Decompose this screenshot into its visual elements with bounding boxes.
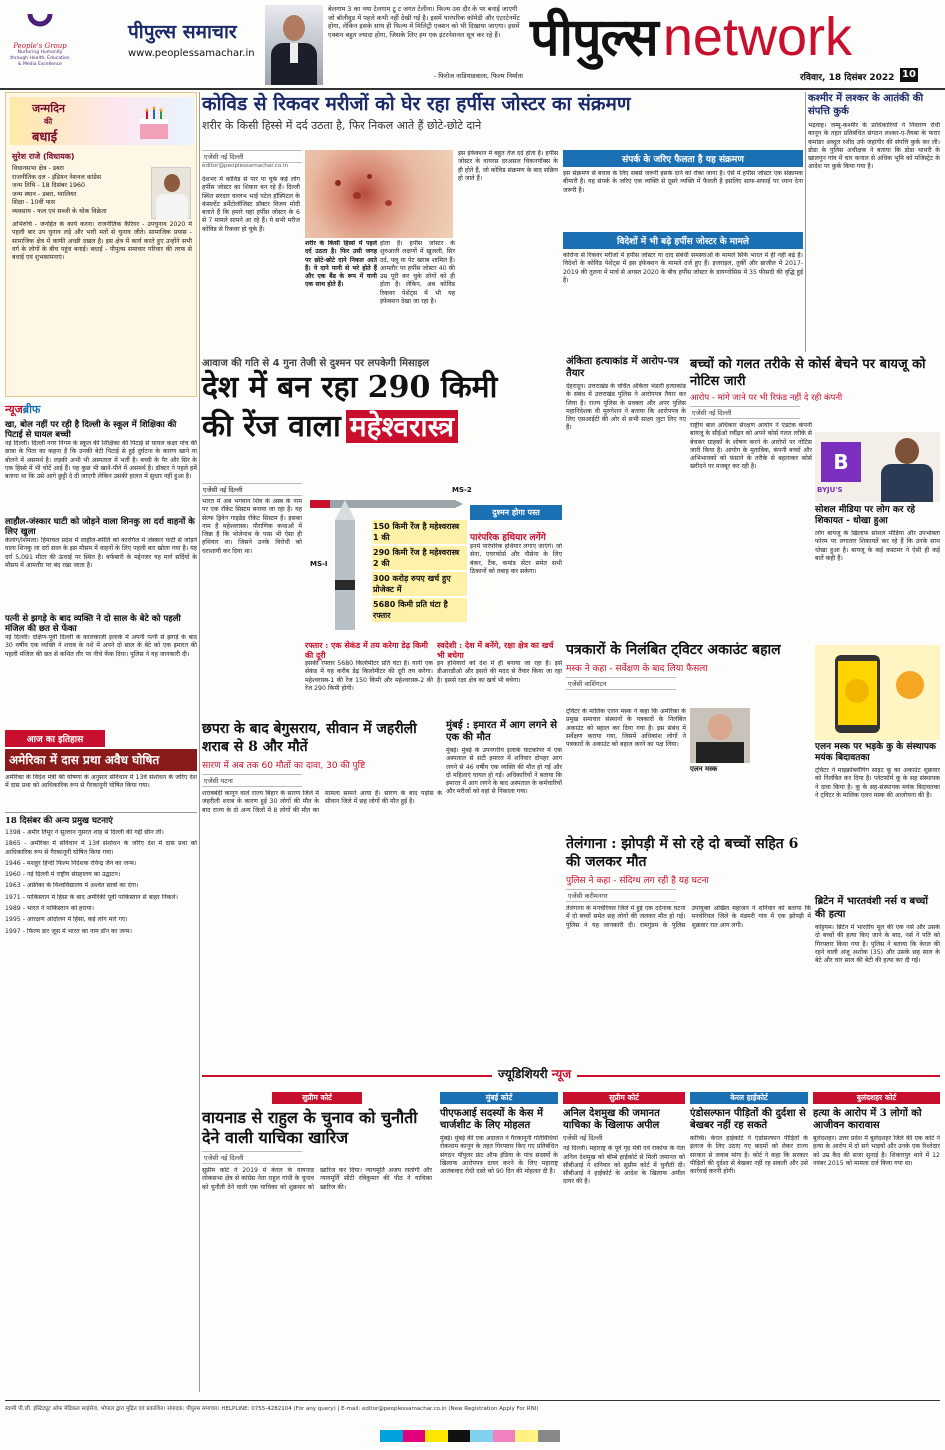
missile-stat: 290 किमी रेंज है महेश्वरास्त्र 2 की xyxy=(372,546,467,570)
chhapra-headline[interactable]: छपरा के बाद बेगुसराय, सीवान में जहरीली शराब से 8 और मौतें xyxy=(202,721,417,755)
missile-box-text: इसकी रफ्तार 5680 किलोमीटर प्रति घंटा है। यानी एक सेकंड में यह करीब डेढ़ किलोमीटर की दूरी तय करेगा। महेश्वरास्त्र-1 की रेंज 150 किमी और महेश्वरास्त्र-2 की रेंज 290 किमी होगी। xyxy=(305,660,433,692)
judiciary-tag: सुप्रीम कोर्ट xyxy=(272,1092,362,1104)
judiciary-byline: एजेंसी नई दिल्ली xyxy=(202,1151,302,1164)
cake-icon xyxy=(134,103,174,141)
lead-photo xyxy=(305,150,453,238)
judiciary-headline[interactable]: वायनाड से राहुल के चुनाव को चुनौती देने वाली याचिका खारिज xyxy=(202,1108,418,1147)
paper-name-hindi: पीपुल्स समाचार xyxy=(128,21,237,43)
history-event: 1995 - आरक्षण आंदोलन में हिंसा, कई लोग मारे गए। xyxy=(5,916,128,924)
history-event: 1865 - अमेरिका में संविधान में 13वें संशोधन के जरिए देश में दास प्रथा को आधिकारिक रूप से गैरकानूनी घोषित किया गया। xyxy=(5,840,197,856)
birthday-box xyxy=(5,92,197,397)
history-label: आज का इतिहास xyxy=(5,730,105,747)
koo-box xyxy=(815,742,940,892)
judiciary-col xyxy=(563,1092,685,1392)
byju-logo-text: BYJU'S xyxy=(817,486,843,494)
ankita-text: देहरादून। उत्तराखंड के चर्चित अंकिता भंडारी हत्याकांड के संबंध में उत्तराखंड पुलिस ने आरोपपत्र तैयार कर लिया है। राज्य पुलिस के प्रवक्ता और अपर पुलिस महानिदेशक वी मुरुगेशन ने बताया कि आरोपपत्र के लिए एसआईटी की ओर से सभी साक्ष्य जुटा लिए गए हैं। xyxy=(566,383,686,432)
lead-byline: एजेंसी नई दिल्ली editor@peoplessamachar.co.in xyxy=(202,150,302,169)
missile-box-text: इन हथियारों को देश में ही बनाया जा रहा है। इसे डीआरडीओ और इसरो की मदद से तैयार किया जा रहा है। इससे रक्षा क्षेत्र का खर्च भी बचेगा। xyxy=(437,660,562,684)
judiciary-text: बुलंदशहर। उत्तर प्रदेश में बुलंदशहर जिले की एक कोर्ट ने हत्या के आरोप में दो सगे भाइयों और उनके एक रिश्तेदार को उम्र कैद की सजा सुनाई है। शिकारपुर थाने में 12 नवंबर 2015 को मामला दर्ज किया गया था। xyxy=(813,1135,940,1167)
mumbai-text: मुंबई। मुंबई के उपनगरीय इलाके घाटकोपर में एक अस्पताल से सटी इमारत में शनिवार दोपहर आग लगने से 46 वर्षीय एक व्यक्ति की मौत हो गई और दो महिलाएं घायल हो गईं। अधिकारियों ने बताया कि इमारत में आग लगने के बाद अस्पताल के कर्मचारियों और मरीजों को वहां से निकाला गया। xyxy=(446,747,562,796)
brief-headline[interactable]: लाहौल-जंस्कार घाटी को जोड़ने वाला शिनकु ला दर्रा वाहनों के लिए खुला xyxy=(5,517,195,537)
history-subhead: 18 दिसंबर की अन्य प्रमुख घटनाएं xyxy=(5,812,197,826)
lead-subhead: शरीर के किसी हिस्से में दर्द उठता है, फिर निकल आते हैं छोटे-छोटे दाने xyxy=(202,119,482,132)
byju-box-text: लोग बायजू के खिलाफ सोशल मीडिया और उपभोक्ता फोरम पर लगातार शिकायतें कर रहे हैं कि उनके साथ धोखा हुआ है। बायजू के कई कस्टमर ने ऐसी ही कई बातें कही हैं। xyxy=(815,530,940,562)
lead-box-title: विदेशों में भी बढ़े हर्पीस जोस्टर के मामले xyxy=(563,232,803,249)
kashmir-headline[interactable]: कश्मीर में लश्कर के आतंकी की संपत्ति कुर्क xyxy=(808,93,924,117)
brand xyxy=(530,0,935,66)
missile-headline-1[interactable]: देश में बन रहा 290 किमी xyxy=(202,370,498,405)
birthday-banner xyxy=(10,97,194,145)
judiciary-tag: मुंबई कोर्ट xyxy=(440,1092,558,1104)
history-event: 1946 - मशहूर हिन्दी फिल्म निर्देशक रविन्द्र जैन का जन्म। xyxy=(5,859,137,867)
missile-side-title: पारंपरिक हथियार लगेंगे xyxy=(470,533,546,543)
judiciary-headline[interactable]: हत्या के आरोप में 3 लोगों को आजीवन कारावास xyxy=(813,1108,922,1131)
registration-marks xyxy=(380,1430,560,1442)
lead-box-text: कोरोना से रिकवर मरीजों में हर्पीस जोस्टर या दाद संबंधी समस्याओं के मामले सिर्फ भारत में ही नहीं बढ़े हैं। विदेशों के कोविड पेशेंट्स में इस इंफेक्शन के मामले दर्ज हुए हैं। इजराइल, तुर्की और ब्राजील में 2017-2019 की तुलना में मार्च से अगस्त 2020 के बीच हर्पीस जोस्टर के डायग्नोसिस में 35 फीसदी की वृद्धि हुई है। xyxy=(563,252,803,284)
lead-col1: देशभर में कोविड से पार पा चुके कई लोग हर्पीस जोस्टर का शिकार बन रहे हैं। दिल्ली स्थित सरदार वल्लभ भाई पटेल हॉस्पिटल के कंसल्टेंट डर्मेटोलॉजिस्ट डॉक्टर विजय मोदी बताते हैं कि हमारे यहां हर्पीस जोस्टर के 6 से 7 मामले सामने आ रहे हैं। ये सभी मरीज कोविड से रिकवर हो चुके हैं। xyxy=(202,176,300,233)
news-brief-label: न्यूजब्रीफ xyxy=(5,403,41,416)
mumbai-story xyxy=(446,720,562,860)
history-event: 1989 - भारत ने पाकिस्तान को हराया। xyxy=(5,905,94,913)
column-divider xyxy=(805,92,806,352)
quote-box xyxy=(328,5,523,87)
twitter-subhead: मस्क ने कहा - सर्वेक्षण के बाद लिया फैसला xyxy=(566,664,708,674)
paper-url[interactable]: www.peoplessamachar.in xyxy=(128,48,255,59)
history-headline[interactable]: अमेरिका में दास प्रथा अवैध घोषित xyxy=(9,753,160,767)
britain-text: कोट्टयम। ब्रिटेन में भारतीय मूल की एक नर्स और उसके दो बच्चों की हत्या किए जाने के बाद, नर्स ने पति को गिरफ्तार किया गया है। पुलिस ने बताया कि केरल की रहने वाली अंजू अशोक (35) और उसके छह साल के बेटे और चार साल की बेटी की हत्या कर दी गई। xyxy=(815,924,940,965)
judiciary-tag: केरल हाईकोर्ट xyxy=(690,1092,808,1104)
footer-imprint: स्वामी पी.जी. इंस्टिट्यूट ऑफ मेडिकल साइंसेज, भोपाल द्वारा मुद्रित एवं प्रकाशित। संपादक: पीपुल्स समाचार। HELPLINE: 0755-4282104 (For any query) | E-mail: editor@peoplessamachar.co.in (New Registration Apply For RNI) xyxy=(5,1400,940,1418)
missile-stats xyxy=(372,520,467,624)
quote-author: - फिरोज नाडियाडवाला, फिल्म निर्माता xyxy=(433,72,523,80)
history-text: अमेरिका के विदेश मंत्री की घोषणा के अनुसार संविधान में 13वें संशोधन के जरिए देश में दास प्रथा को आधिकारिक रूप से गैरकानूनी घोषित किया गया। xyxy=(5,774,197,790)
kashmir-text: भद्रवाह। जम्मू-कश्मीर के प्राधिकारियों ने निवारण रोधी कानून के तहत प्रतिबंधित संगठन लश्कर-ए-तैयबा के फरार कमांडर अब्दुल रशीद उर्फ जहांगीर की संपत्ति कुर्क कर ली। डोडा के पुलिस अधीक्षक ने बताया कि डोडा थाथरी के खालगुन गांव में चार कनाल से अधिक भूमि को मजिस्ट्रेट के आदेश पर कुर्क किया गया है। xyxy=(808,122,940,171)
missile-stat: 300 करोड़ रुपए खर्च हुए प्रोजेक्ट में xyxy=(372,572,467,596)
judiciary-tag: बुलंदशहर कोर्ट xyxy=(813,1092,940,1104)
birthday-title: जन्मदिन की बधाई xyxy=(32,102,66,145)
lead-box-contact xyxy=(563,150,803,230)
judiciary-headline[interactable]: पीएफआई सदस्यों के केस में चार्जशीट के लिए मोहलत xyxy=(440,1108,544,1131)
group-name: People's Group xyxy=(13,42,67,50)
missile-stat: 5680 किमी प्रति घंटा है रफ्तार xyxy=(372,598,467,622)
koo-bird-icon xyxy=(815,645,940,740)
judiciary-text: कोच्चि। केरल हाईकोर्ट ने एंडोसल्फान पीड़ितों के इलाज के लिए उठाए गए कदमों को लेकर राज्य सरकार से जवाब मांगा है। कोर्ट ने कहा कि सरकार पीड़ितों की दुर्दशा से बेखबर नहीं रह सकती और उसे कार्रवाई करनी होगी। xyxy=(690,1135,808,1176)
judiciary-col xyxy=(440,1092,558,1392)
britain-headline[interactable]: ब्रिटेन में भारतवंशी नर्स व बच्चों की हत्या xyxy=(815,896,928,920)
missile-box-swadeshi xyxy=(437,640,562,715)
judiciary-col xyxy=(202,1092,432,1392)
brand-english: network xyxy=(662,7,852,67)
birthday-details: विधानसभा क्षेत्र - डबरा राजनीतिक दल - इंडियन नेशनल कांग्रेस जन्म तिथि - 18 दिसंबर 1960 जन्म स्थान - डबरा, ग्वालियर शिक्षा - 10वीं पास व्यवसाय - फल एवं सब्जी के थोक विक्रेता xyxy=(12,165,107,215)
history-event: 1960 - नई दिल्ली में राष्ट्रीय संग्रहालय का उद्घाटन। xyxy=(5,871,121,879)
paper-title xyxy=(128,18,255,59)
brief-item xyxy=(5,517,197,611)
missile-box-title: स्वदेशी : देश में बनेंगे, रक्षा क्षेत्र का खर्च भी बचेगा xyxy=(437,640,554,660)
telangana-headline[interactable]: तेलंगाना : झोपड़ी में सो रहे दो बच्चों सहित 6 की जलकर मौत xyxy=(566,836,799,870)
judiciary-headline[interactable]: एंडोसल्फान पीड़ितों की दुर्दशा से बेखबर नहीं रह सकते xyxy=(690,1108,806,1131)
chhapra-story xyxy=(202,720,442,860)
byju-text: राष्ट्रीय बाल अधिकार संरक्षण आयोग ने एडटेक कंपनी बायजू के सीईओ रवींद्रन को अपने कोर्स गलत तरीके से बेचकर ग्राहकों के शोषण करने के आरोपों पर नोटिस जारी किया है। आयोग के मुताबिक, कंपनी बच्चों और अभिभावकों को फंसाने के तरीके से बहलाकर कोर्स खरीदने पर मजबूर कर रही है। xyxy=(690,422,812,471)
history-event: 1971 - पाकिस्तान में हिंसा के बाद अमेरिकी पूर्वी पाकिस्तान से बाहर निकले। xyxy=(5,893,178,901)
brief-item xyxy=(5,420,197,514)
lead-col3: इस इंफेक्शन में बहुत तेज दर्द होता है। हर्पीस जोस्टर के वायरस दरअसल चिकनपॉक्स के ही होते हैं, जो कोविड संक्रमण के बाद सक्रिय हो जाते हैं। xyxy=(458,150,558,182)
quote-photo xyxy=(265,5,323,85)
britain-story xyxy=(815,895,940,1070)
byju-box xyxy=(815,505,940,640)
brief-text: नई दिल्ली। दिल्ली नगर निगम के स्कूल की शिक्षिका की पिटाई से घायल कक्षा पांच की छात्रा के पिता का कहना है कि उनकी बेटी पिटाई से हुई दुर्घटना के कारण खाने या बोलने में असमर्थ है। लड़की अभी भी अस्पताल में भर्ती है। बच्ची के पैर और सिर के एक हिस्से में भी चोटें आई हैं। यह कुछ भी खाने-पीने में असमर्थ है। डॉक्टर ने पहले हमें बताया था कि उसे आगे छुट्टी दे दी जाएगी लेकिन उसकी हालत में सुधार नहीं हुआ है। xyxy=(5,440,197,481)
judiciary-text: एजेंसी नई दिल्ली xyxy=(563,1134,603,1142)
missile-headline-highlight: महेश्वरास्त्र xyxy=(346,410,458,443)
telangana-subhead: पुलिस ने कहा - संदिग्ध लग रही है यह घटना xyxy=(566,876,709,886)
missile-stat: 150 किमी रेंज है महेश्वरास्त्र 1 की xyxy=(372,520,467,544)
judiciary-label: ज्यूडिशियरी न्यूज xyxy=(492,1065,577,1082)
judiciary-text: मुंबई। मुंबई की एक अदालत ने गैरकानूनी गतिविधियां रोकथाम कानून के तहत गिरफ्तार किए गए प्रतिबंधित संगठन पॉपुलर फ्रंट ऑफ इंडिया के पांच सदस्यों के खिलाफ आरोपपत्र दायर करने के लिए महाराष्ट्र आतंकवाद रोधी दस्ते को 90 दिन की मोहलत दी है। xyxy=(440,1135,558,1176)
brand-hindi: पीपुल्स xyxy=(530,7,658,68)
missile-headline-2[interactable]: की रेंज वाला महेश्वरास्त्र xyxy=(202,407,562,451)
history-event: 1963 - अफ्रीका के विश्वविद्यालय में अश्वेत छात्रों का दंगा। xyxy=(5,882,139,890)
lead-caption: शरीर के किसी हिस्से में पहले दर्द उठता है। फिर उसी जगह पर छोटे-छोटे दाने निकल आते हैं। ये दाने पानी से भरे होते हैं और एक बैंड के रूप में यानी एक साथ होते हैं। xyxy=(305,240,377,289)
page-number: 10 xyxy=(900,68,918,82)
chhapra-subhead: सारण में अब तक 60 मौतों का दावा, 30 की पुष्टि xyxy=(202,761,366,771)
brief-headline[interactable]: पत्नी से झगड़े के बाद व्यक्ति ने दो साल के बेटे को पहली मंजिल की छत से फेंका xyxy=(5,614,181,634)
musk-photo xyxy=(690,708,750,763)
kashmir-story xyxy=(808,92,940,352)
brief-text: नई दिल्ली। दक्षिण-पूर्वी दिल्ली के कालकाजी इलाके में अपनी पत्नी से झगड़े के बाद 30 वर्षीय एक व्यक्ति ने शराब के नशे में अपने दो साल के बेटे को एक इमारत की पहली मंजिल की छत से कथित तौर पर नीचे फेंक दिया। पुलिस ने यह जानकारी दी। xyxy=(5,634,197,658)
brief-headline[interactable]: खा, बोल नहीं पर रही है दिल्ली के स्कूल में शिक्षिका की पिटाई से घायल बच्ची xyxy=(5,420,177,440)
missile-box-title: रफ्तार : एक सेकंड में तय करेगा डेढ़ किमी की दूरी xyxy=(305,640,428,660)
missile-side xyxy=(470,505,562,635)
news-brief-section xyxy=(5,402,197,714)
lead-box-title: संपर्क के जरिए फैलता है यह संक्रमण xyxy=(563,150,803,167)
group-tagline: Nurturing Humanity through Health, Education & Media Excellence xyxy=(10,50,70,67)
column-divider xyxy=(199,92,200,1392)
mla-photo xyxy=(151,167,191,219)
lead-col2: होता है। हर्पीस जोस्टर के शुरुआती लक्षणों में खुजली, सिर दर्द, फ्लू या पेट खराब शामिल हैं। आमतौर पर हर्पीस जोस्टर 40 की उम्र पूरी कर चुके लोगों को ही होता है। लेकिन, अब कोविड रिकवर पेशेंट्स में भी यह इंफेक्शन देखा जा रहा है। xyxy=(380,240,455,306)
brief-text: केलांग/शिमला। हिमाचल प्रदेश में लाहौल-स्पीति को कारगिल में जंस्कार घाटी से जोड़ने वाला शिनकु ला दर्रा साल के इस मौसम में वाहनों के लिए पहली बार खोला गया है। यह दर्रा 5,091 मीटर की ऊंचाई पर स्थित है। बर्फबारी के मद्देनजर यह मार्ग सर्दियों के मौसम में आमतौर पर बंद रखा जाता है। xyxy=(5,537,197,569)
judiciary-headline[interactable]: अनिल देशमुख की जमानत याचिका के खिलाफ अपील xyxy=(563,1108,660,1131)
koo-headline[interactable]: एलन मस्क पर भड़के कु के संस्थापक मयंक बिदावतका xyxy=(815,742,936,763)
byju-photo xyxy=(815,432,940,502)
chhapra-byline: एजेंसी पटना xyxy=(202,774,302,787)
telangana-byline: एजेंसी करीमनगर xyxy=(566,889,676,902)
byju-subhead: आरोप - मांगे जाने पर भी रिफंड नहीं दे रही कंपनी xyxy=(690,393,843,403)
birthday-text: अभिरुचि - जनहित के कार्य करना। राजनीतिक कैरियर - उपचुनाव 2020 में पहली बार उप चुनाव लड़े और भारी मतों से चुनाव जीते। सामाजिक प्रयास - सामाजिक क्षेत्र में काफी अच्छी दखल है। इस क्षेत्र में कार्य करते हुए उन्होंने सभी वर्ग के लोगों के बीच पहुंच बनाई। बधाई - पीपुल्स समाचार परिवार की तरफ से बधाई एवं शुभकामनाएं। xyxy=(12,221,192,262)
judiciary-tag: सुप्रीम कोर्ट xyxy=(563,1092,685,1104)
judiciary-col xyxy=(690,1092,808,1392)
history-section xyxy=(5,730,197,1395)
lead-box-text: इस संक्रमण से बचाव के लिए सबसे जरूरी इसके दाने को रोका जाना है। ऐसे में हर्पीस जोस्टर एक संक्रामक बीमारी है। यह संपर्क के जरिए एक व्यक्ति से दूसरे व्यक्ति में फैलती है इसलिए साफ-सफाई पर ध्यान देना जरूरी है। xyxy=(563,170,803,194)
musk-caption: एलन मस्क xyxy=(690,765,718,773)
byju-headline[interactable]: बच्चों को गलत तरीके से कोर्स बेचने पर बायजू को नोटिस जारी xyxy=(690,357,926,389)
telangana-story xyxy=(566,835,811,1070)
ankita-headline[interactable]: अंकिता हत्याकांड में आरोप-पत्र तैयार xyxy=(566,356,679,379)
judiciary-text: नई दिल्ली। महाराष्ट्र के पूर्व गृह मंत्री एवं राकांपा के नेता अनिल देशमुख को बॉम्बे हाईकोर्ट से मिली जमानत को सीबीआई ने शनिवार को सुप्रीम कोर्ट में चुनौती दी। सीबीआई ने हाईकोर्ट के आदेश के खिलाफ अपील दायर की है। xyxy=(563,1145,685,1186)
koo-graphic xyxy=(815,645,940,740)
ms2-label: MS-2 xyxy=(452,486,472,494)
ankita-story xyxy=(566,356,686,636)
quote-text: बेलगाम 3 का नया टेलगाम टू ट जगत टेलीना। फिल्म उस दौर के पर बनाई जाएगी जो बॉलीवुड में पहले कभी नहीं देखी गई है। इसमें पारंपरिक कॉमेडी और एंटरटेनमेंट होगा, लेकिन इसके साथ ही फिल्म में मिलिट्री एक्शन को भी दिखाया जाएगा। इसमें एक्शन बहुत ज्यादा होगा, जिसके लिए हम एक इंटरनेशनल सूत्र कर रहे हैं। xyxy=(328,5,520,39)
lead-box-abroad xyxy=(563,232,803,352)
koo-text: ट्विटर ने माइक्रोब्लॉगिंग साइट कू का अकाउंट शुक्रवार को निलंबित कर दिया है। प्लेटफॉर्म कू के सह संस्थापक ने दावा किया है। कू के सह-संस्थापक मयंक बिदावतका ने ट्विटर के मालिक एलन मस्क की आलोचना की है। xyxy=(815,767,940,799)
byju-byline: एजेंसी नई दिल्ली xyxy=(690,406,800,419)
lead-headline[interactable]: कोविड से रिकवर मरीजों को घेर रहा हर्पीस जोस्टर का संक्रमण xyxy=(202,93,631,115)
judiciary-text: सुप्रीम कोर्ट ने 2019 में केरल के वायनाड लोकसभा क्षेत्र से कांग्रेस नेता राहुल गांधी के चुनाव को चुनौती देने वाली एक याचिका को शुक्रवार को खारिज कर दिया। न्यायमूर्ति अजय रस्तोगी और न्यायमूर्ति सीटी रविकुमार की पीठ ने याचिका खारिज की। xyxy=(202,1167,432,1191)
issue-date: रविवार, 18 दिसंबर 2022 xyxy=(800,73,895,83)
history-event: 1398 - अमीर तिमूर ने सुल्तान नूसरत शाह से दिल्ली की गद्दी छीन ली। xyxy=(5,829,164,836)
brief-item xyxy=(5,614,197,692)
history-events xyxy=(5,829,197,936)
missile-side-text: इनमें पारंपरिक हथियार लगाए जाएंगे। जो सेना, एयरफोर्स और नौसेना के लिए बंकर, टैंक, कमांड सेंटर समेत सभी ठिकानों को तबाह कर सकेगा। xyxy=(470,543,562,575)
byju-box-title: सोशल मीडिया पर लोग कर रहे शिकायत - धोखा हुआ xyxy=(815,505,916,526)
missile-text: भारत में अब भगवान शिव के अस्त्र के नाम पर एक रॉकेट सिस्टम बनाया जा रहा है। यह सेल्फ ड्रिवेन गाइडेड रॉकेट सिस्टम है। इसका नाम है महेश्वरास्त्र। पौराणिक कथाओं में जिक्र है कि भोलेनाथ के पास भी ऐसा ही हथियार था। जिसने उनके विरोधी को धराशायी कर दिया था। xyxy=(202,498,302,555)
birthday-name: सुरेश राजे (विधायक) xyxy=(12,152,75,161)
masthead xyxy=(0,0,945,90)
twitter-headline[interactable]: पत्रकारों के निलंबित ट्विटर अकाउंट बहाल xyxy=(566,642,781,658)
mumbai-headline[interactable]: मुंबई : इमारत में आग लगने से एक की मौत xyxy=(446,720,557,743)
twitter-byline: एजेंसी वाशिंगटन xyxy=(566,677,676,690)
missile-box-speed xyxy=(305,640,433,715)
ms1-label: MS-I xyxy=(310,560,328,568)
byju-logo: B xyxy=(821,442,861,482)
twitter-text: ट्विटर के मालिक एलन मस्क ने कहा कि अमेरिका के प्रमुख समाचार संस्थानों के पत्रकारों के निलंबित अकाउंट को बहाल कर दिया गया है। इस संबंध में सर्वेक्षण कराया गया, जिसमें अधिकांश लोगों ने पत्रकारों के अकाउंट को बहाल करने का पक्ष लिया। xyxy=(566,708,686,749)
telangana-text: तेलंगाना के मनचेरियल जिले में हुई एक दर्दनाक घटना में दो बच्चों समेत छह लोगों की जलकर मौत हो गई। पुलिस ने यह जानकारी दी। रामगुंडम के पुलिस उपायुक्त अखिल महाजन ने शनिवार को बताया कि मनचेरियल जिले के मंडमरी गांव में एक झोपड़ी में शुक्रवार रात आग लगी। xyxy=(566,905,811,929)
history-headline-box xyxy=(5,749,197,771)
missile-byline: एजेंसी नई दिल्ली xyxy=(202,483,302,496)
missile-kicker: आवाज की गति से 4 गुना तेजी से दुश्मन पर लपकेगी मिसाइल xyxy=(202,358,430,369)
missile-tag: दुश्मन होगा पस्त xyxy=(470,505,562,520)
chhapra-text: शराबबंदी कानून वाले राज्य बिहार के सारण जिले में जहरीली शराब के कारण हुई 30 लोगों की मौत के बाद राज्य के दो अन्य जिलों में 8 लोगों की मौत का मामला सामने आया है। सारण के बाद पड़ोस के सीवान जिले में छह लोगों की मौत हुई है। xyxy=(202,790,442,814)
history-event: 1997 - फिल्म डार जूस में भारत का नाम डॉन का जन्म। xyxy=(5,927,132,935)
judiciary-col xyxy=(813,1092,940,1392)
peoples-group-logo xyxy=(10,6,70,84)
